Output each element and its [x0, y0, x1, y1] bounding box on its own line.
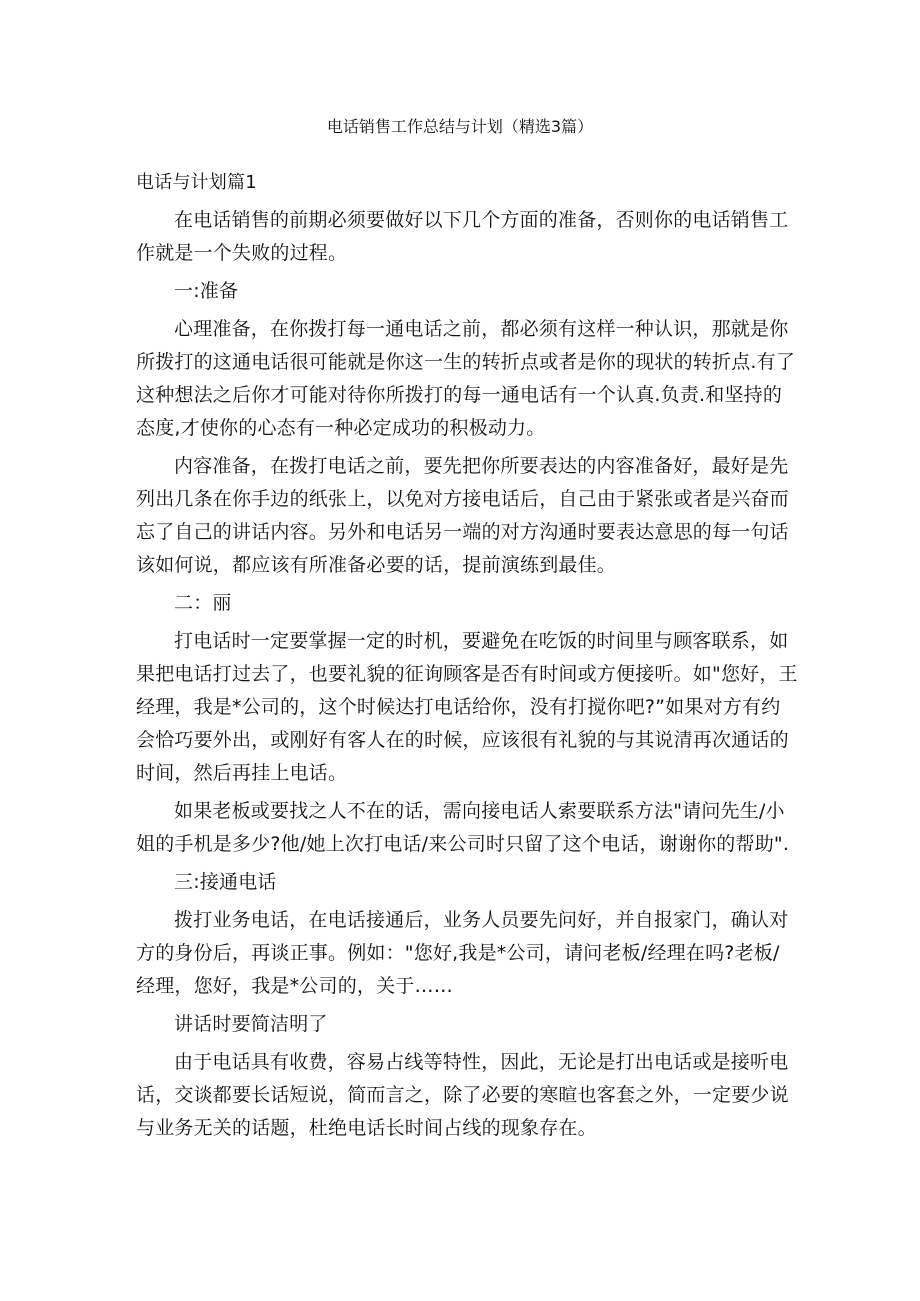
subheading-concise: 讲话时要简洁明了: [174, 1013, 328, 1035]
subheading-two: 二：丽: [174, 592, 232, 614]
document-title: 电话销售工作总结与计划（精选3篇）: [326, 117, 594, 136]
subheading-preparation: 一:准备: [174, 280, 239, 302]
paragraph-business-call: 拨打业务电话，在电话接通后，业务人员要先问好，并自报家门，确认对方的身份后，再谈正事。例如："您好,我是*公司，请问老板/经理在吗?老板/经理，您好，我是*公司的，关于……: [136, 909, 789, 997]
section-heading: 电话与计划篇1: [136, 172, 257, 193]
paragraph-content-preparation: 内容准备，在拨打电话之前，要先把你所要表达的内容准备好，最好是先列出几条在你手边的纸张上，以免对方接电话后，自己由于紧张或者是兴奋而忘了自己的讲话内容。另外和电话另一端的对方沟通时要表达意思的每一句话该如何说，都应该有所准备必要的话，提前演练到最佳。: [136, 455, 789, 576]
document-body: [136, 166, 798, 1150]
paragraph-absent-contact: 如果老板或要找之人不在的话，需向接电话人索要联系方法"请问先生/小姐的手机是多少?他/她上次打电话/来公司时只留了这个电话，谢谢你的帮助".: [136, 800, 790, 855]
subheading-connect-call: 三:接通电话: [174, 871, 277, 893]
paragraph-brevity: 由于电话具有收费，容易占线等特性，因此，无论是打出电话或是接听电话，交谈都要长话短说，简而言之，除了必要的寒暄也客套之外，一定要少说与业务无关的话题，杜绝电话长时间占线的现象存在。: [136, 1051, 789, 1139]
paragraph-timing: 打电话时一定要掌握一定的时机，要避免在吃饭的时间里与顾客联系，如果把电话打过去了，也要礼貌的征询顾客是否有时间或方便接听。如"您好，王经理，我是*公司的，这个时候达打电话给你，没有打搅你吧?”如果对方有约会恰巧要外出，或刚好有客人在的时候，应该很有礼貌的与其说清再次通话的时间，然后再挂上电话。: [136, 630, 798, 784]
paragraph-mental-preparation: 心理准备，在你拨打每一通电话之前，都必须有这样一种认识，那就是你所拨打的这通电话很可能就是你这一生的转折点或者是你的现状的转折点.有了这种想法之后你才可能对待你所拨打的每一通电话有一个认真.负责.和坚持的态度,才使你的心态有一种必定成功的积极动力。: [136, 318, 796, 439]
paragraph-intro: 在电话销售的前期必须要做好以下几个方面的准备，否则你的电话销售工作就是一个失败的过程。: [136, 209, 789, 264]
